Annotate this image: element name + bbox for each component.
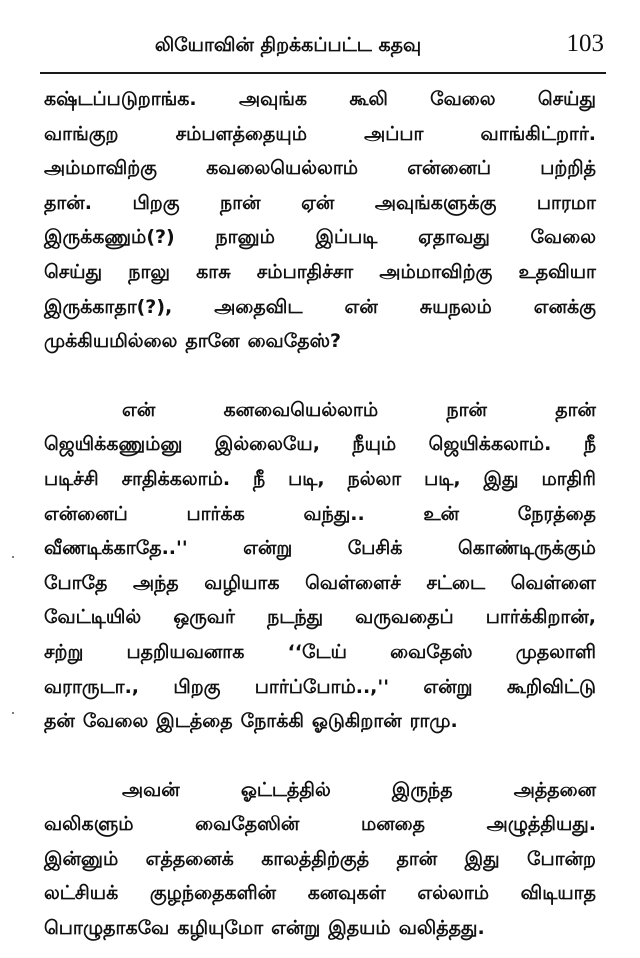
text-line: ஜெயிக்கணும்னு இல்லையே, நீயும் ஜெயிக்கலாம். நீ xyxy=(44,433,596,456)
text-line: சற்று பதறியவனாக ‘‘டேய் வைதேஸ் முதலாளி xyxy=(44,640,596,663)
text-line: வீணடிக்காதே..'' என்று பேசிக் கொண்டிருக்கும் xyxy=(44,537,596,560)
text-line: அவன் ஓட்டத்தில் இருந்த அத்தனை xyxy=(122,778,596,801)
text-line: தன் வேலை இடத்தை நோக்கி ஓடுகிறான் ராமு. xyxy=(44,710,458,733)
running-title: லியோவின் திறக்கப்பட்ட கதவு xyxy=(154,34,422,56)
text-line: செய்து நாலு காசு சம்பாதிச்சா அம்மாவிற்கு உதவியா xyxy=(44,260,596,283)
text-line: கஷ்டப்படுறாங்க. அவுங்க கூலி வேலை செய்து xyxy=(44,88,596,110)
page-number: 103 xyxy=(566,30,604,57)
text-line: இன்னும் எத்தனைக் காலத்திற்குத் தான் இது போன்ற xyxy=(44,847,596,870)
print-speck xyxy=(12,712,14,714)
text-line: வேட்டியில் ஒருவர் நடந்து வருவதைப் பார்க்கிறான், xyxy=(44,606,596,629)
text-line: வராருடா., பிறகு பார்ப்போம்..,'' என்று கூறிவிட்டு xyxy=(44,675,596,698)
text-line: என் கனவையெல்லாம் நான் தான் xyxy=(122,398,596,421)
header-rule xyxy=(40,72,606,74)
text-line: லட்சியக் குழந்தைகளின் கனவுகள் எல்லாம் விடியாத xyxy=(44,882,596,905)
text-line: வாங்குற சம்பளத்தையும் அப்பா வாங்கிட்றார். xyxy=(44,122,596,145)
text-line: தான். பிறகு நான் ஏன் அவுங்களுக்கு பாரமா xyxy=(44,191,596,214)
text-line: இருக்கணும்(?) நானும் இப்படி ஏதாவது வேலை xyxy=(44,226,596,249)
text-line: இருக்காதா(?), அதைவிட என் சுயநலம் எனக்கு xyxy=(44,295,596,318)
text-line: வலிகளும் வைதேஸின் மனதை அழுத்தியது. xyxy=(44,813,596,836)
text-line: முக்கியமில்லை தானே வைதேஸ்? xyxy=(44,330,342,353)
body-text xyxy=(44,82,596,946)
paragraph xyxy=(44,393,596,739)
running-header xyxy=(40,30,606,66)
text-line: அம்மாவிற்கு கவலையெல்லாம் என்னைப் பற்றித் xyxy=(44,157,596,180)
text-line: என்னைப் பார்க்க வந்து.. உன் நேரத்தை xyxy=(44,502,596,525)
text-line: படிச்சி சாதிக்கலாம். நீ படி, நல்லா படி, இது மாதிரி xyxy=(44,467,596,490)
text-line: போதே அந்த வழியாக வெள்ளைச் சட்டை வெள்ளை xyxy=(44,571,596,594)
print-speck xyxy=(12,556,14,558)
paragraph xyxy=(44,773,596,946)
paragraph xyxy=(44,82,596,359)
text-line: பொழுதாகவே கழியுமோ என்று இதயம் வலித்தது. xyxy=(44,917,485,940)
